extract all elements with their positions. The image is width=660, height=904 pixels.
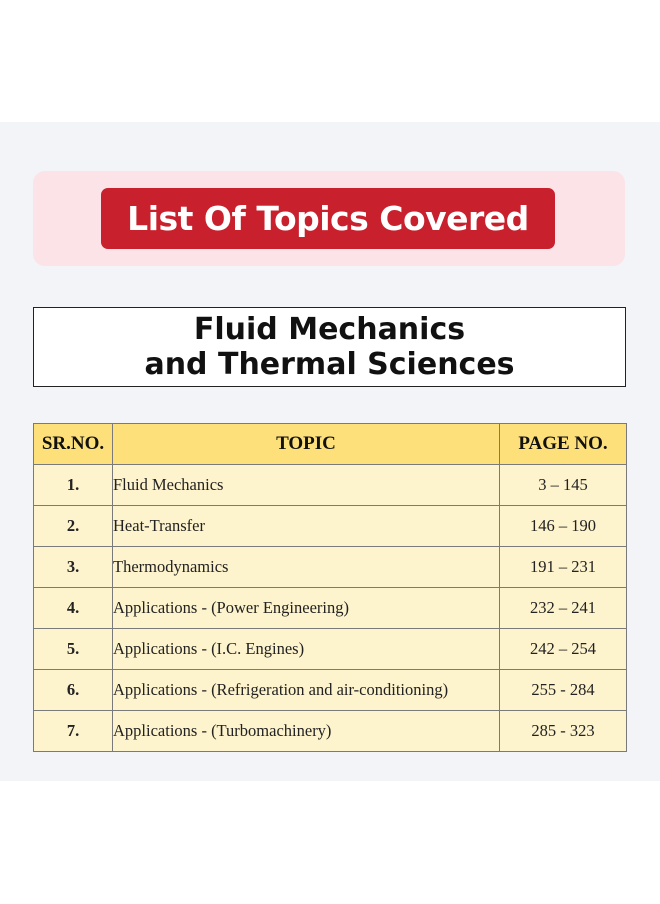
- table-header-row: [34, 424, 627, 465]
- table-row: [34, 588, 627, 629]
- row-page-range: 232 – 241: [500, 588, 627, 629]
- topics-table: [33, 423, 627, 752]
- table-row: [34, 711, 627, 752]
- row-page-range: 242 – 254: [500, 629, 627, 670]
- row-topic: Applications - (I.C. Engines): [113, 629, 500, 670]
- row-sr-no: 7.: [34, 711, 113, 752]
- row-sr-no: 4.: [34, 588, 113, 629]
- row-topic: Applications - (Power Engineering): [113, 588, 500, 629]
- row-sr-no: 6.: [34, 670, 113, 711]
- table-row: [34, 547, 627, 588]
- row-sr-no: 3.: [34, 547, 113, 588]
- table-row: [34, 670, 627, 711]
- subject-title: [33, 307, 626, 387]
- table-row: [34, 465, 627, 506]
- row-page-range: 285 - 323: [500, 711, 627, 752]
- subject-title-line2: and Thermal Sciences: [144, 347, 515, 382]
- banner-title: List Of Topics Covered: [101, 188, 555, 249]
- row-sr-no: 5.: [34, 629, 113, 670]
- header-topic: TOPIC: [113, 424, 500, 465]
- subject-title-line1: Fluid Mechanics: [193, 312, 466, 347]
- row-page-range: 146 – 190: [500, 506, 627, 547]
- header-page-no: PAGE NO.: [500, 424, 627, 465]
- table-row: [34, 629, 627, 670]
- row-topic: Applications - (Turbomachinery): [113, 711, 500, 752]
- row-topic: Fluid Mechanics: [113, 465, 500, 506]
- row-topic: Thermodynamics: [113, 547, 500, 588]
- row-sr-no: 2.: [34, 506, 113, 547]
- row-page-range: 255 - 284: [500, 670, 627, 711]
- row-sr-no: 1.: [34, 465, 113, 506]
- row-page-range: 3 – 145: [500, 465, 627, 506]
- header-sr-no: SR.NO.: [34, 424, 113, 465]
- table-row: [34, 506, 627, 547]
- row-topic: Heat-Transfer: [113, 506, 500, 547]
- row-topic: Applications - (Refrigeration and air-conditioning): [113, 670, 500, 711]
- row-page-range: 191 – 231: [500, 547, 627, 588]
